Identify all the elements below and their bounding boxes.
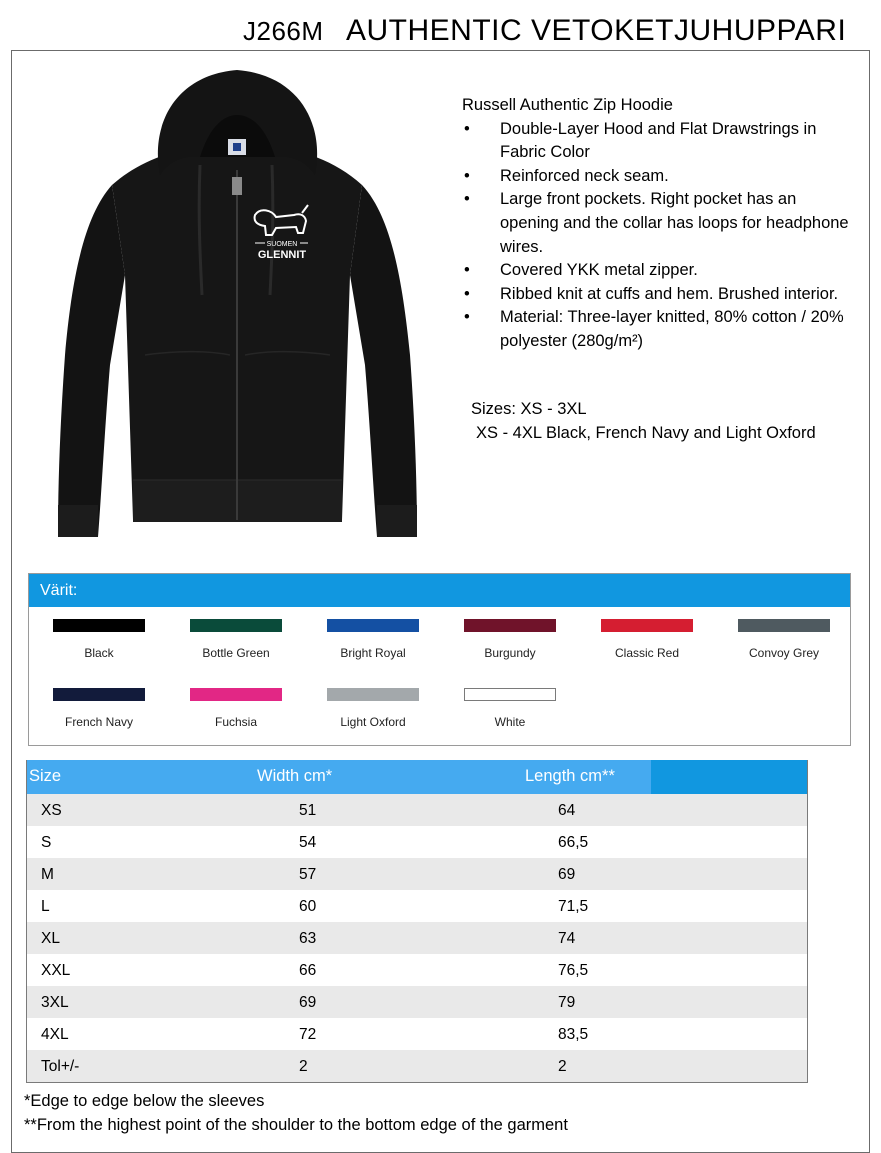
- color-label: Burgundy: [484, 646, 536, 660]
- color-label: Black: [84, 646, 114, 660]
- product-name: Russell Authentic Zip Hoodie: [462, 96, 673, 114]
- sizes-info: [471, 398, 816, 445]
- table-row: [27, 858, 807, 890]
- width-cell: 57: [299, 866, 317, 883]
- length-cell: 69: [558, 866, 576, 883]
- table-row: [27, 922, 807, 954]
- width-cell: 51: [299, 802, 317, 819]
- table-row: [27, 1018, 807, 1050]
- color-swatch-french-navy: [29, 688, 169, 729]
- width-cell: 63: [299, 930, 317, 947]
- color-label: Bright Royal: [340, 646, 406, 660]
- length-cell: 83,5: [558, 1026, 589, 1043]
- colors-panel: [28, 573, 851, 746]
- hoodie-image: [50, 65, 425, 565]
- color-swatch-classic-red: [577, 619, 717, 660]
- feature-item: • Large front pockets. Right pocket has an opening and the collar has loops for headphone wires.: [462, 188, 857, 259]
- size-cell: L: [41, 898, 50, 915]
- feature-item: • Double-Layer Hood and Flat Drawstrings in Fabric Color: [462, 118, 857, 165]
- size-cell: XXL: [41, 962, 71, 979]
- header-width: Width cm*: [257, 767, 333, 785]
- logo-big-text: GLENNIT: [257, 249, 307, 261]
- table-row: [27, 954, 807, 986]
- length-cell: 71,5: [558, 898, 589, 915]
- table-row: [27, 890, 807, 922]
- color-chip: [53, 619, 145, 632]
- feature-list: [462, 118, 857, 354]
- product-description: [462, 94, 857, 354]
- length-cell: 79: [558, 994, 576, 1011]
- feature-item: • Ribbed knit at cuffs and hem. Brushed interior.: [462, 283, 857, 307]
- feature-item: • Material: Three-layer knitted, 80% cotton / 20% polyester (280g/m²): [462, 306, 857, 353]
- product-code: J266M: [243, 16, 324, 46]
- size-table-body: [27, 794, 807, 1082]
- color-chip: [464, 619, 556, 632]
- size-table-header: [27, 760, 807, 794]
- feature-item: • Reinforced neck seam.: [462, 165, 857, 189]
- color-chip: [601, 619, 693, 632]
- color-swatch-bottle-green: [166, 619, 306, 660]
- color-swatch-burgundy: [440, 619, 580, 660]
- page-title: AUTHENTIC VETOKETJUHUPPARI: [346, 14, 847, 47]
- length-cell: 76,5: [558, 962, 589, 979]
- table-row: [27, 826, 807, 858]
- width-cell: 60: [299, 898, 317, 915]
- length-cell: 2: [558, 1058, 567, 1075]
- size-cell: XS: [41, 802, 62, 819]
- color-chip: [53, 688, 145, 701]
- color-swatch-convoy-grey: [714, 619, 854, 660]
- header-length: Length cm**: [525, 767, 615, 785]
- width-cell: 54: [299, 834, 317, 851]
- color-label: Light Oxford: [340, 715, 406, 729]
- color-chip: [190, 619, 282, 632]
- footnote-width: *Edge to edge below the sleeves: [24, 1092, 265, 1110]
- color-chip: [190, 688, 282, 701]
- footnotes: [24, 1090, 568, 1137]
- size-cell: XL: [41, 930, 60, 947]
- color-label: Bottle Green: [202, 646, 270, 660]
- sizes-line: Sizes: XS - 3XL: [471, 400, 587, 418]
- width-cell: 66: [299, 962, 317, 979]
- color-swatch-white: [440, 688, 580, 729]
- color-swatch-black: [29, 619, 169, 660]
- color-swatch-light-oxford: [303, 688, 443, 729]
- size-cell: S: [41, 834, 52, 851]
- size-table: [26, 760, 808, 1083]
- table-row: [27, 794, 807, 826]
- length-cell: 64: [558, 802, 576, 819]
- size-cell: M: [41, 866, 54, 883]
- color-chip: [464, 688, 556, 701]
- color-label: White: [494, 715, 526, 729]
- color-chip: [738, 619, 830, 632]
- color-swatch-fuchsia: [166, 688, 306, 729]
- length-cell: 74: [558, 930, 576, 947]
- color-label: Convoy Grey: [748, 646, 820, 660]
- size-cell: 3XL: [41, 994, 69, 1011]
- table-row: [27, 986, 807, 1018]
- width-cell: 69: [299, 994, 317, 1011]
- logo-small-text: SUOMEN: [266, 241, 298, 248]
- width-cell: 72: [299, 1026, 317, 1043]
- size-cell: Tol+/-: [41, 1058, 80, 1075]
- sizes-line-extended: XS - 4XL Black, French Navy and Light Oxford: [476, 423, 816, 442]
- color-label: Classic Red: [614, 646, 680, 660]
- table-row: [27, 1050, 807, 1082]
- color-label: French Navy: [64, 715, 134, 729]
- color-label: Fuchsia: [214, 715, 258, 729]
- size-cell: 4XL: [41, 1026, 69, 1043]
- header-size: Size: [29, 767, 62, 785]
- length-cell: 66,5: [558, 834, 589, 851]
- feature-item: • Covered YKK metal zipper.: [462, 259, 857, 283]
- color-chip: [327, 688, 419, 701]
- color-swatch-bright-royal: [303, 619, 443, 660]
- footnote-length: **From the highest point of the shoulder to the bottom edge of the garment: [24, 1115, 568, 1134]
- colors-title: Värit:: [29, 574, 850, 607]
- width-cell: 2: [299, 1058, 308, 1075]
- color-chip: [327, 619, 419, 632]
